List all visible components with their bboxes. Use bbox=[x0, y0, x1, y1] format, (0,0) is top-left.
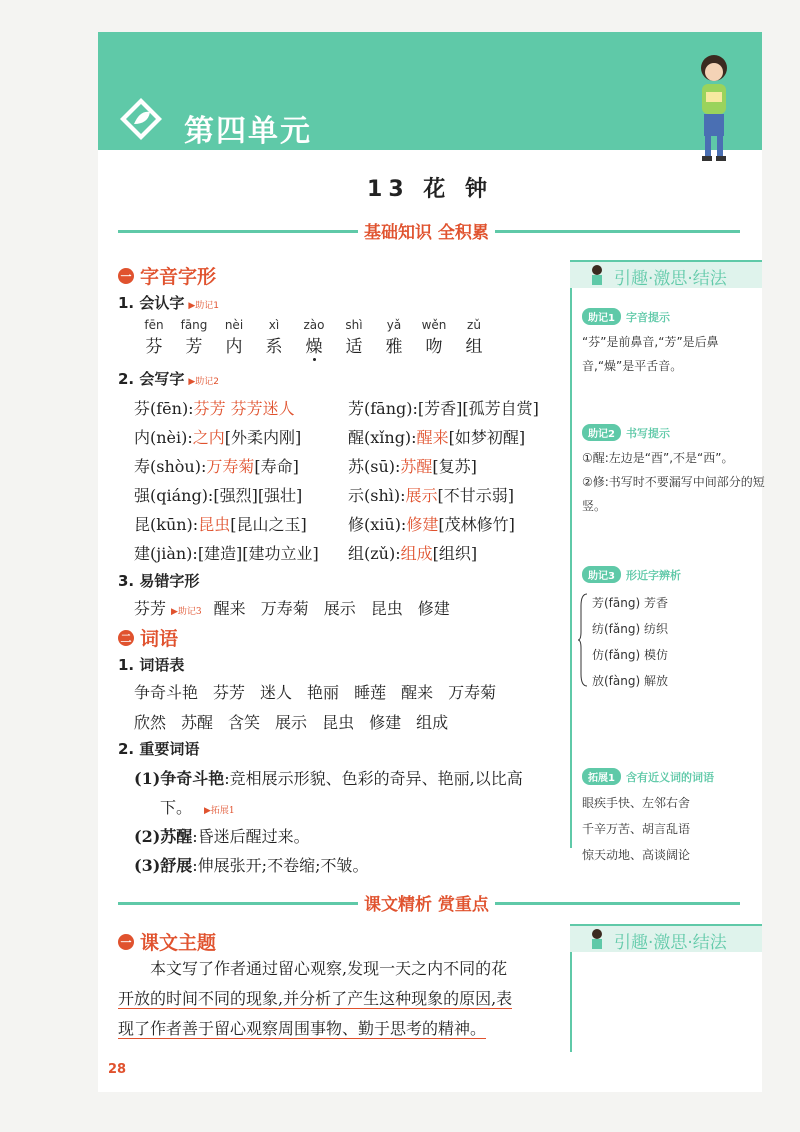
word-list-row: 争奇斗艳 芬芳 迷人 艳丽 睡莲 醒来 万寿菊 bbox=[134, 683, 497, 702]
similar-char: 纺(fǎng) 纺织 bbox=[592, 622, 668, 636]
section-label-text: 课文精析 赏重点 bbox=[358, 890, 495, 915]
hint-badge-1: 助记1 字音提示 bbox=[582, 308, 670, 325]
hint-badge-3: 助记3 形近字辨析 bbox=[582, 566, 681, 583]
hint-badge-2: 助记2 书写提示 bbox=[582, 424, 670, 441]
sidebar-rule bbox=[570, 288, 572, 848]
definition-1: (1)争奇斗艳:竞相展示形貌、色彩的奇异、艳丽,以比高 bbox=[134, 769, 523, 788]
section-number-icon: 一 bbox=[118, 268, 134, 284]
pinyin-cell: wěn 吻 bbox=[421, 318, 447, 357]
error-words-row: 芬芳 ▶助记3 醒来 万寿菊 展示 昆虫 修建 bbox=[134, 599, 450, 618]
unit-title: 第四单元 bbox=[184, 114, 312, 149]
subheading-recognize: 1. 会认字 ▶助记1 bbox=[118, 294, 220, 312]
pinyin-cell: zǔ 组 bbox=[465, 318, 483, 357]
synonym-phrase: 惊天动地、高谈阔论 bbox=[582, 848, 691, 862]
pinyin-cell: nèi 内 bbox=[224, 318, 244, 357]
pinyin-cell: fāng 芳 bbox=[180, 318, 208, 357]
definition-3: (3)舒展:伸展张开;不卷缩;不皱。 bbox=[134, 856, 369, 875]
write-entry: 组(zǔ):组成[组织] bbox=[348, 544, 478, 563]
write-entry: 内(nèi):之内[外柔内刚] bbox=[134, 428, 302, 447]
brace-icon bbox=[578, 592, 588, 688]
hint-badge-4: 拓展1 含有近义词的词语 bbox=[582, 768, 714, 785]
sidebar-header: 引趣·激思·结法 bbox=[570, 260, 762, 288]
similar-char: 放(fàng) 解放 bbox=[592, 674, 668, 688]
section-number-icon: 二 bbox=[118, 630, 134, 646]
write-entry: 修(xiū):修建[茂林修竹] bbox=[348, 515, 515, 534]
hint-text-2a: ①醒:左边是“酉”,不是“西”。 bbox=[582, 451, 734, 465]
subheading-errors: 3. 易错字形 bbox=[118, 572, 200, 590]
subheading-wordlist: 1. 词语表 bbox=[118, 656, 185, 674]
write-entry: 芳(fāng):[芳香][孤芳自赏] bbox=[348, 399, 539, 418]
section-heading-theme: 一 课文主题 bbox=[118, 928, 216, 955]
write-entry: 示(shì):展示[不甘示弱] bbox=[348, 486, 515, 505]
sidebar-header-2: 引趣·激思·结法 bbox=[570, 924, 762, 952]
synonym-phrase: 眼疾手快、左邻右舍 bbox=[582, 796, 691, 810]
write-entry: 建(jiàn):[建造][建功立业] bbox=[134, 544, 319, 563]
hint-text-1: “芬”是前鼻音,“芳”是后鼻音,“燥”是平舌音。 bbox=[582, 335, 719, 373]
write-entry: 芬(fēn):芬芳 芬芳迷人 bbox=[134, 399, 295, 418]
pinyin-cell: yǎ 雅 bbox=[385, 318, 403, 357]
page bbox=[98, 32, 765, 1092]
pinyin-cell: fēn 芬 bbox=[144, 318, 164, 357]
teacher-icon bbox=[586, 264, 608, 286]
page-number: 28 bbox=[108, 1062, 127, 1077]
theme-paragraph: 本文写了作者通过留心观察,发现一天之内不同的花 开放的时间不同的现象,并分析了产生这种现象的原因,表 现了作者善于留心观察周围事物、勤于思考的精神。 bbox=[118, 959, 513, 1038]
write-entry: 寿(shòu):万寿菊[寿命] bbox=[134, 457, 299, 476]
write-entry: 昆(kūn):昆虫[昆山之玉] bbox=[134, 515, 307, 534]
subheading-write: 2. 会写字 ▶助记2 bbox=[118, 370, 220, 388]
definition-2: (2)苏醒:昏迷后醒过来。 bbox=[134, 827, 310, 846]
teacher-icon bbox=[586, 928, 608, 950]
sidebar-rule bbox=[570, 952, 572, 1052]
girl-reading-icon bbox=[684, 48, 744, 166]
write-entry: 强(qiáng):[强烈][强壮] bbox=[134, 486, 303, 505]
pinyin-cell: xì 系 bbox=[265, 318, 283, 357]
section-number-icon: 一 bbox=[118, 934, 134, 950]
synonym-phrase: 千辛万苦、胡言乱语 bbox=[582, 822, 691, 836]
pinyin-cell: shì 适 bbox=[345, 318, 363, 357]
leaf-icon bbox=[118, 96, 164, 142]
pinyin-row bbox=[134, 318, 494, 361]
similar-char: 仿(fǎng) 模仿 bbox=[592, 648, 668, 662]
lesson-title: 13 花 钟 bbox=[367, 177, 493, 202]
similar-char: 芳(fāng) 芳香 bbox=[592, 596, 668, 610]
section-heading-words: 二 词语 bbox=[118, 624, 178, 651]
hint-text-2b: ②修:书写时不要漏写中间部分的短竖。 bbox=[582, 475, 765, 513]
write-entry: 苏(sū):苏醒[复苏] bbox=[348, 457, 477, 476]
definition-1-cont: 下。 ▶拓展1 bbox=[160, 798, 235, 817]
unit-banner bbox=[98, 32, 762, 150]
write-entry: 醒(xǐng):醒来[如梦初醒] bbox=[348, 428, 526, 447]
word-list-row: 欣然 苏醒 含笑 展示 昆虫 修建 组成 bbox=[134, 713, 449, 732]
section-label-basics: 基础知识 全积累 bbox=[358, 218, 495, 243]
pinyin-cell: zào 燥 bbox=[294, 318, 334, 361]
subheading-key-words: 2. 重要词语 bbox=[118, 740, 200, 758]
section-heading-pronunciation: 一 字音字形 bbox=[118, 262, 216, 289]
